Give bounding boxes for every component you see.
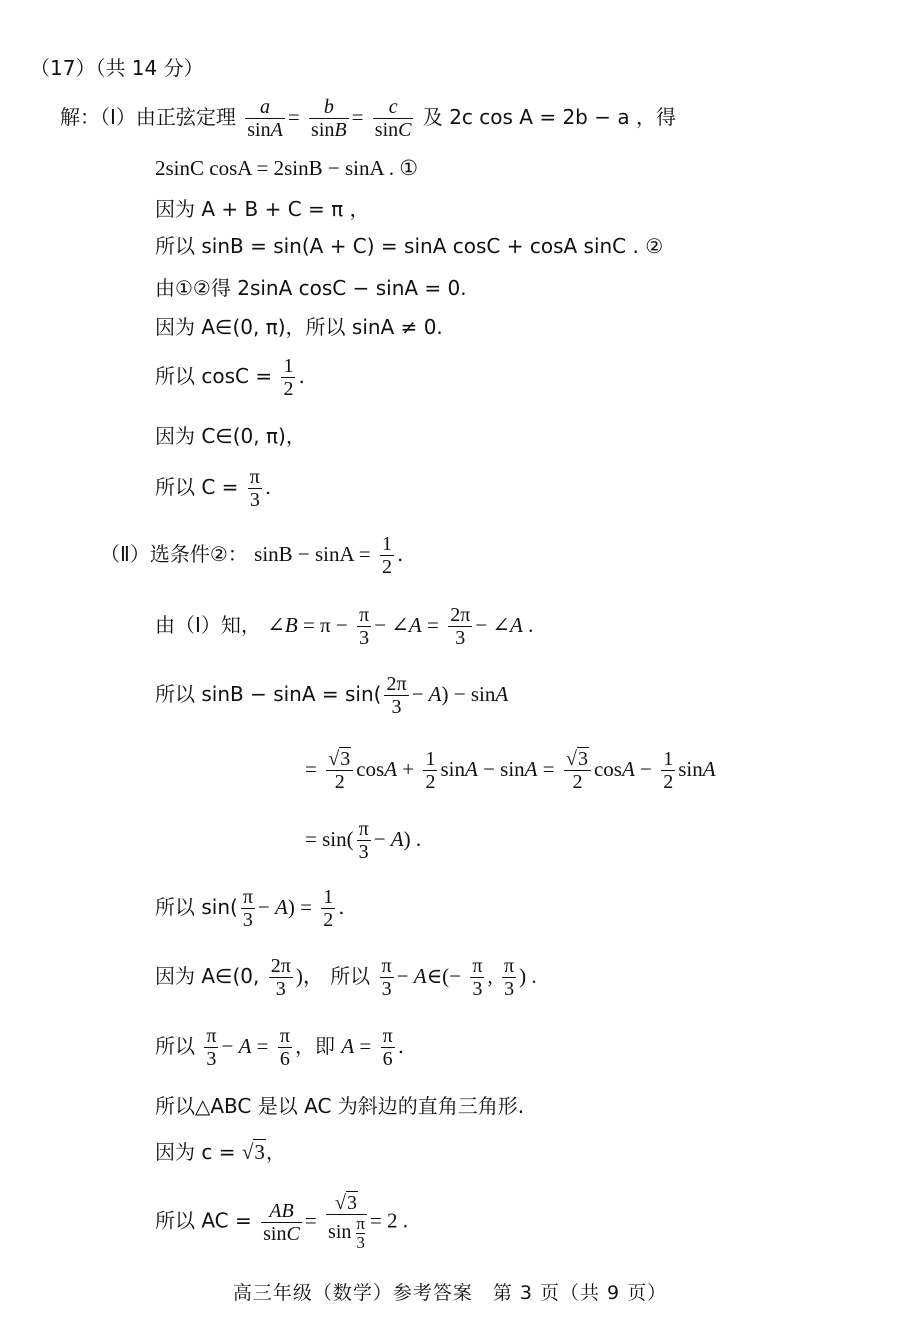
solution-line-1: 解：（Ⅰ）由正弦定理 $\frac{a}{\sin A}$ = $\frac{b}{\sin B}$ = $\frac{c}{\sin C}$ 及 2c cos A = 2b − a ，得 xyxy=(60,96,676,141)
frac-pi-6a: $\frac{\pi}{6}$ xyxy=(279,1025,290,1070)
frac-2pi-3c: $\frac{2\pi}{3}$ xyxy=(270,955,291,1000)
diff-line-3: = sin( $\frac{\pi}{3}$ − A) . xyxy=(305,818,422,863)
because-A-range: 因为 A∈(0, π)，所以 sinA ≠ 0. xyxy=(155,315,443,339)
fraction-b-sinB: $\frac{b}{\sin B}$ xyxy=(311,96,347,141)
frac-half-a: $\frac{1}{2}$ xyxy=(425,748,436,793)
because-A-text: 因为 A∈(0, xyxy=(155,964,260,988)
so-C: 所以 C = $\frac{\pi}{3}$ . xyxy=(155,466,272,511)
frac-half-b: $\frac{1}{2}$ xyxy=(663,748,674,793)
frac-sqrt3-2b: $\frac{√3}{2}$ xyxy=(564,748,591,793)
because-c-text: 因为 c = xyxy=(155,1140,236,1164)
right-triangle: 所以△ABC 是以 AC 为斜边的直角三角形. xyxy=(155,1094,525,1118)
diff-line-1: 所以 sinB − sinA = sin( $\frac{2\pi}{3}$ − A) − sinA xyxy=(155,673,509,718)
frac-2pi-3: $\frac{2\pi}{3}$ xyxy=(450,604,471,649)
fraction-a-sinA: $\frac{a}{\sin A}$ xyxy=(247,96,283,141)
frac-pi-6b: $\frac{\pi}{6}$ xyxy=(382,1025,393,1070)
AC-result: 所以 AC = $\frac{AB}{\sin C}$ = √3 sin $\frac{\pi}{3}$ = 2 . xyxy=(155,1192,409,1252)
from-12: 由①②得 2sinA cosC − sinA = 0. xyxy=(155,276,467,300)
page-footer: 高三年级（数学）参考答案 第 3 页（共 9 页） xyxy=(232,1282,668,1304)
frac-sqrt3-2a: $\frac{√3}{2}$ xyxy=(326,748,353,793)
equation-1: 2sinC cosA = 2sinB − sinA . ① xyxy=(155,156,419,180)
A-equals: 所以 $\frac{\pi}{3}$ − A = $\frac{\pi}{6}$ ，即 A = $\frac{\pi}{6}$ . xyxy=(155,1025,405,1070)
so-sinB: 所以 sinB = sin(A + C) = sinA cosC + cosA sinC . ② xyxy=(155,234,664,258)
fraction-pi-3: $\frac{\pi}{3}$ xyxy=(249,466,260,511)
because-C-range: 因为 C∈(0, π)， xyxy=(155,424,306,448)
fraction-one-half-2: $\frac{1}{2}$ xyxy=(381,533,392,578)
angle-B-expr: 由（Ⅰ）知， ∠B = π − $\frac{\pi}{3}$ − ∠A = $\frac{2\pi}{3}$ − ∠A . xyxy=(155,604,534,649)
so-cosC: 所以 cosC = $\frac{1}{2}$ . xyxy=(155,355,305,400)
so-cosC-text: 所以 cosC = xyxy=(155,364,273,388)
ie-text: ，即 xyxy=(294,1034,335,1058)
condition-text: 及 2c cos A = 2b − a ，得 xyxy=(422,105,676,129)
frac-sqrt3-sinpi3: √3 sin $\frac{\pi}{3}$ xyxy=(328,1192,365,1252)
so-sin-text: 所以 sin( xyxy=(155,895,238,919)
part2-choose: （Ⅱ）选条件②： sinB − sinA = $\frac{1}{2}$ . xyxy=(100,533,404,578)
fraction-c-sinC: $\frac{c}{\sin C}$ xyxy=(374,96,412,141)
problem-header: （17）（共 14 分） xyxy=(30,56,204,80)
so-AC-text: 所以 AC = xyxy=(155,1208,252,1233)
diff-line-2: = $\frac{√3}{2}$ cosA + $\frac{1}{2}$ sinA − sinA = $\frac{√3}{2}$ cosA − $\frac{1}{2}$ sinA xyxy=(305,748,716,793)
fraction-one-half: $\frac{1}{2}$ xyxy=(283,355,294,400)
so-C-text: 所以 C = xyxy=(155,475,239,499)
frac-pi-3e: $\frac{\pi}{3}$ xyxy=(381,955,392,1000)
frac-pi-3f: $\frac{\pi}{3}$ xyxy=(472,955,483,1000)
frac-pi-3d: $\frac{\pi}{3}$ xyxy=(242,886,253,931)
frac-pi-3: $\frac{\pi}{3}$ xyxy=(359,604,370,649)
frac-AB-sinC: $\frac{AB}{\sin C}$ xyxy=(263,1199,300,1245)
frac-half-c: $\frac{1}{2}$ xyxy=(323,886,334,931)
frac-2pi-3b: $\frac{2\pi}{3}$ xyxy=(386,673,407,718)
because-A-range-2: 因为 A∈(0, $\frac{2\pi}{3}$ )， 所以 $\frac{\pi}{3}$ − A∈(− $\frac{\pi}{3}$ , $\frac{\pi}{3}$ ) . xyxy=(155,955,537,1000)
choose-text: （Ⅱ）选条件②： xyxy=(100,542,248,566)
so-diff-text: 所以 sinB − sinA = sin( xyxy=(155,682,382,706)
from1-text: 由（Ⅰ）知， xyxy=(155,613,261,637)
because-angle-sum: 因为 A + B + C = π ， xyxy=(155,197,370,221)
frac-pi-3h: $\frac{\pi}{3}$ xyxy=(206,1025,217,1070)
intro-text: 解：（Ⅰ）由正弦定理 xyxy=(60,105,236,129)
so-A-text: 所以 xyxy=(330,964,371,988)
choose-expr: sinB − sinA = xyxy=(254,542,371,566)
because-c: 因为 c = √3， xyxy=(155,1140,286,1164)
so-sin-result: 所以 sin( $\frac{\pi}{3}$ − A) = $\frac{1}{2}$ . xyxy=(155,886,345,931)
frac-pi-3c: $\frac{\pi}{3}$ xyxy=(358,818,369,863)
frac-pi-3g: $\frac{\pi}{3}$ xyxy=(504,955,515,1000)
